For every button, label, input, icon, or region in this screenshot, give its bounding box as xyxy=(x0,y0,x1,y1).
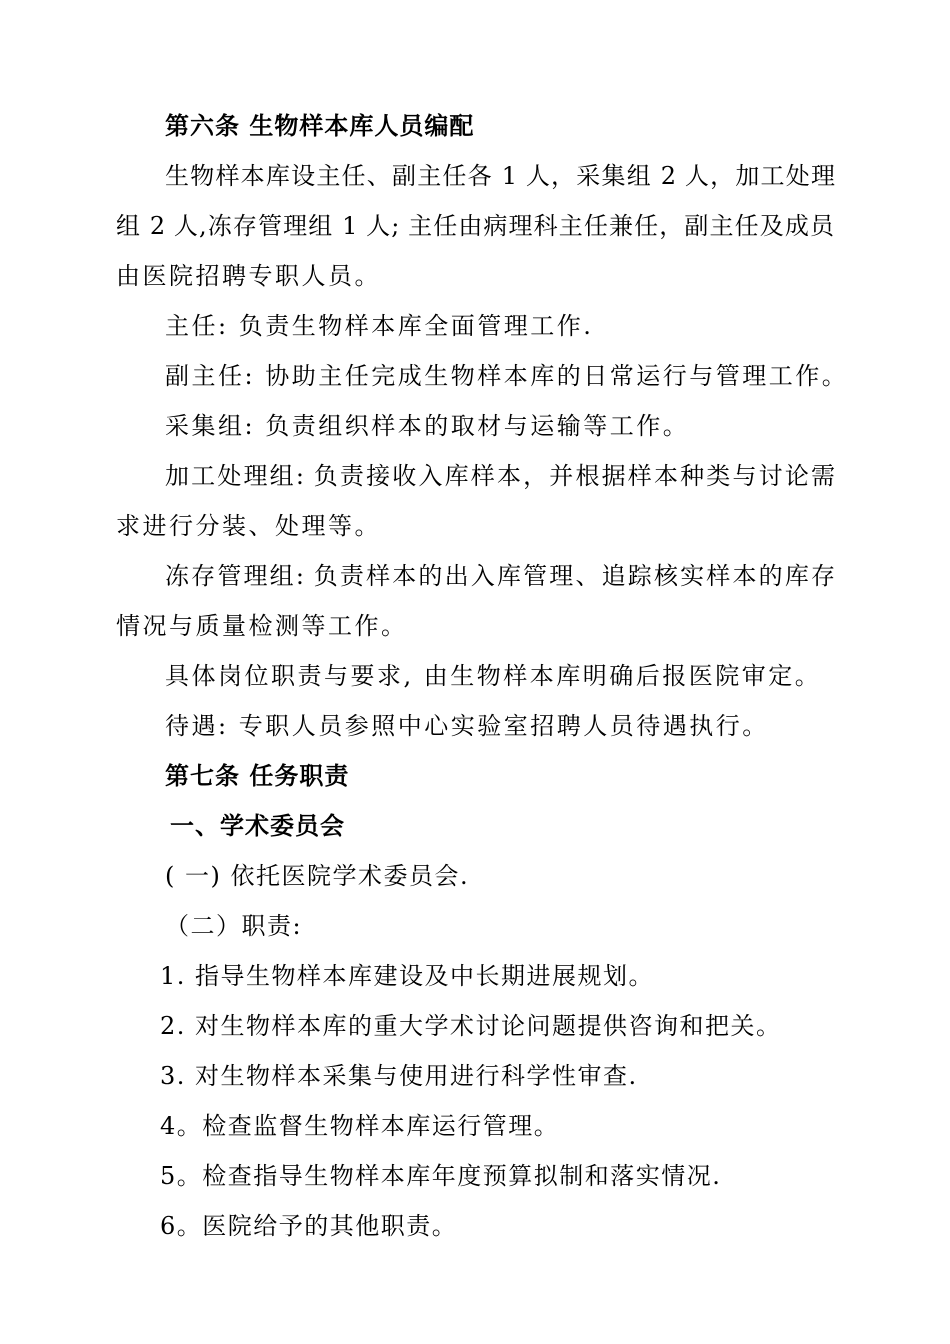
art6-paragraph-line-1: 生物样本库设主任、副主任各 1 人，采集组 2 人，加工处理 xyxy=(165,162,835,190)
academic-committee-heading: 一、学术委员会 xyxy=(170,812,345,840)
director-duty: 主任: 负责生物样本库全面管理工作. xyxy=(165,312,594,340)
duty-item-4: 4。检查监督生物样本库运行管理。 xyxy=(160,1112,560,1140)
collection-group-duty: 采集组: 负责组织样本的取材与运输等工作。 xyxy=(165,412,690,440)
article-7-heading: 第七条 任务职责 xyxy=(165,762,350,790)
duty-item-1: 1. 指导生物样本库建设及中长期进展规划。 xyxy=(160,962,655,990)
item-two: （二）职责: xyxy=(165,912,303,940)
art6-paragraph-line-2: 组 2 人,冻存管理组 1 人; 主任由病理科主任兼任，副主任及成员 xyxy=(116,212,834,240)
treatment-note: 待遇: 专职人员参照中心实验室招聘人员待遇执行。 xyxy=(165,712,769,740)
duty-item-6: 6。医院给予的其他职责。 xyxy=(160,1212,458,1240)
item-one: ( 一) 依托医院学术委员会. xyxy=(165,862,470,890)
storage-group-duty-line-1: 冻存管理组: 负责样本的出入库管理、追踪核实样本的库存 xyxy=(165,562,835,590)
position-duties-note: 具体岗位职责与要求, 由生物样本库明确后报医院审定。 xyxy=(165,662,822,690)
duty-item-5: 5。检查指导生物样本库年度预算拟制和落实情况. xyxy=(160,1162,722,1190)
duty-item-3: 3. 对生物样本采集与使用进行科学性审查. xyxy=(160,1062,638,1090)
storage-group-duty-line-2: 情况与质量检测等工作。 xyxy=(116,612,408,640)
processing-group-duty-line-2: 求进行分装、处理等。 xyxy=(116,512,381,540)
art6-paragraph-line-3: 由医院招聘专职人员。 xyxy=(116,262,381,290)
processing-group-duty-line-1: 加工处理组: 负责接收入库样本，并根据样本种类与讨论需 xyxy=(165,462,835,490)
article-6-heading: 第六条 生物样本库人员编配 xyxy=(165,112,475,140)
duty-item-2: 2. 对生物样本库的重大学术讨论问题提供咨询和把关。 xyxy=(160,1012,782,1040)
deputy-director-duty: 副主任: 协助主任完成生物样本库的日常运行与管理工作。 xyxy=(165,362,849,390)
